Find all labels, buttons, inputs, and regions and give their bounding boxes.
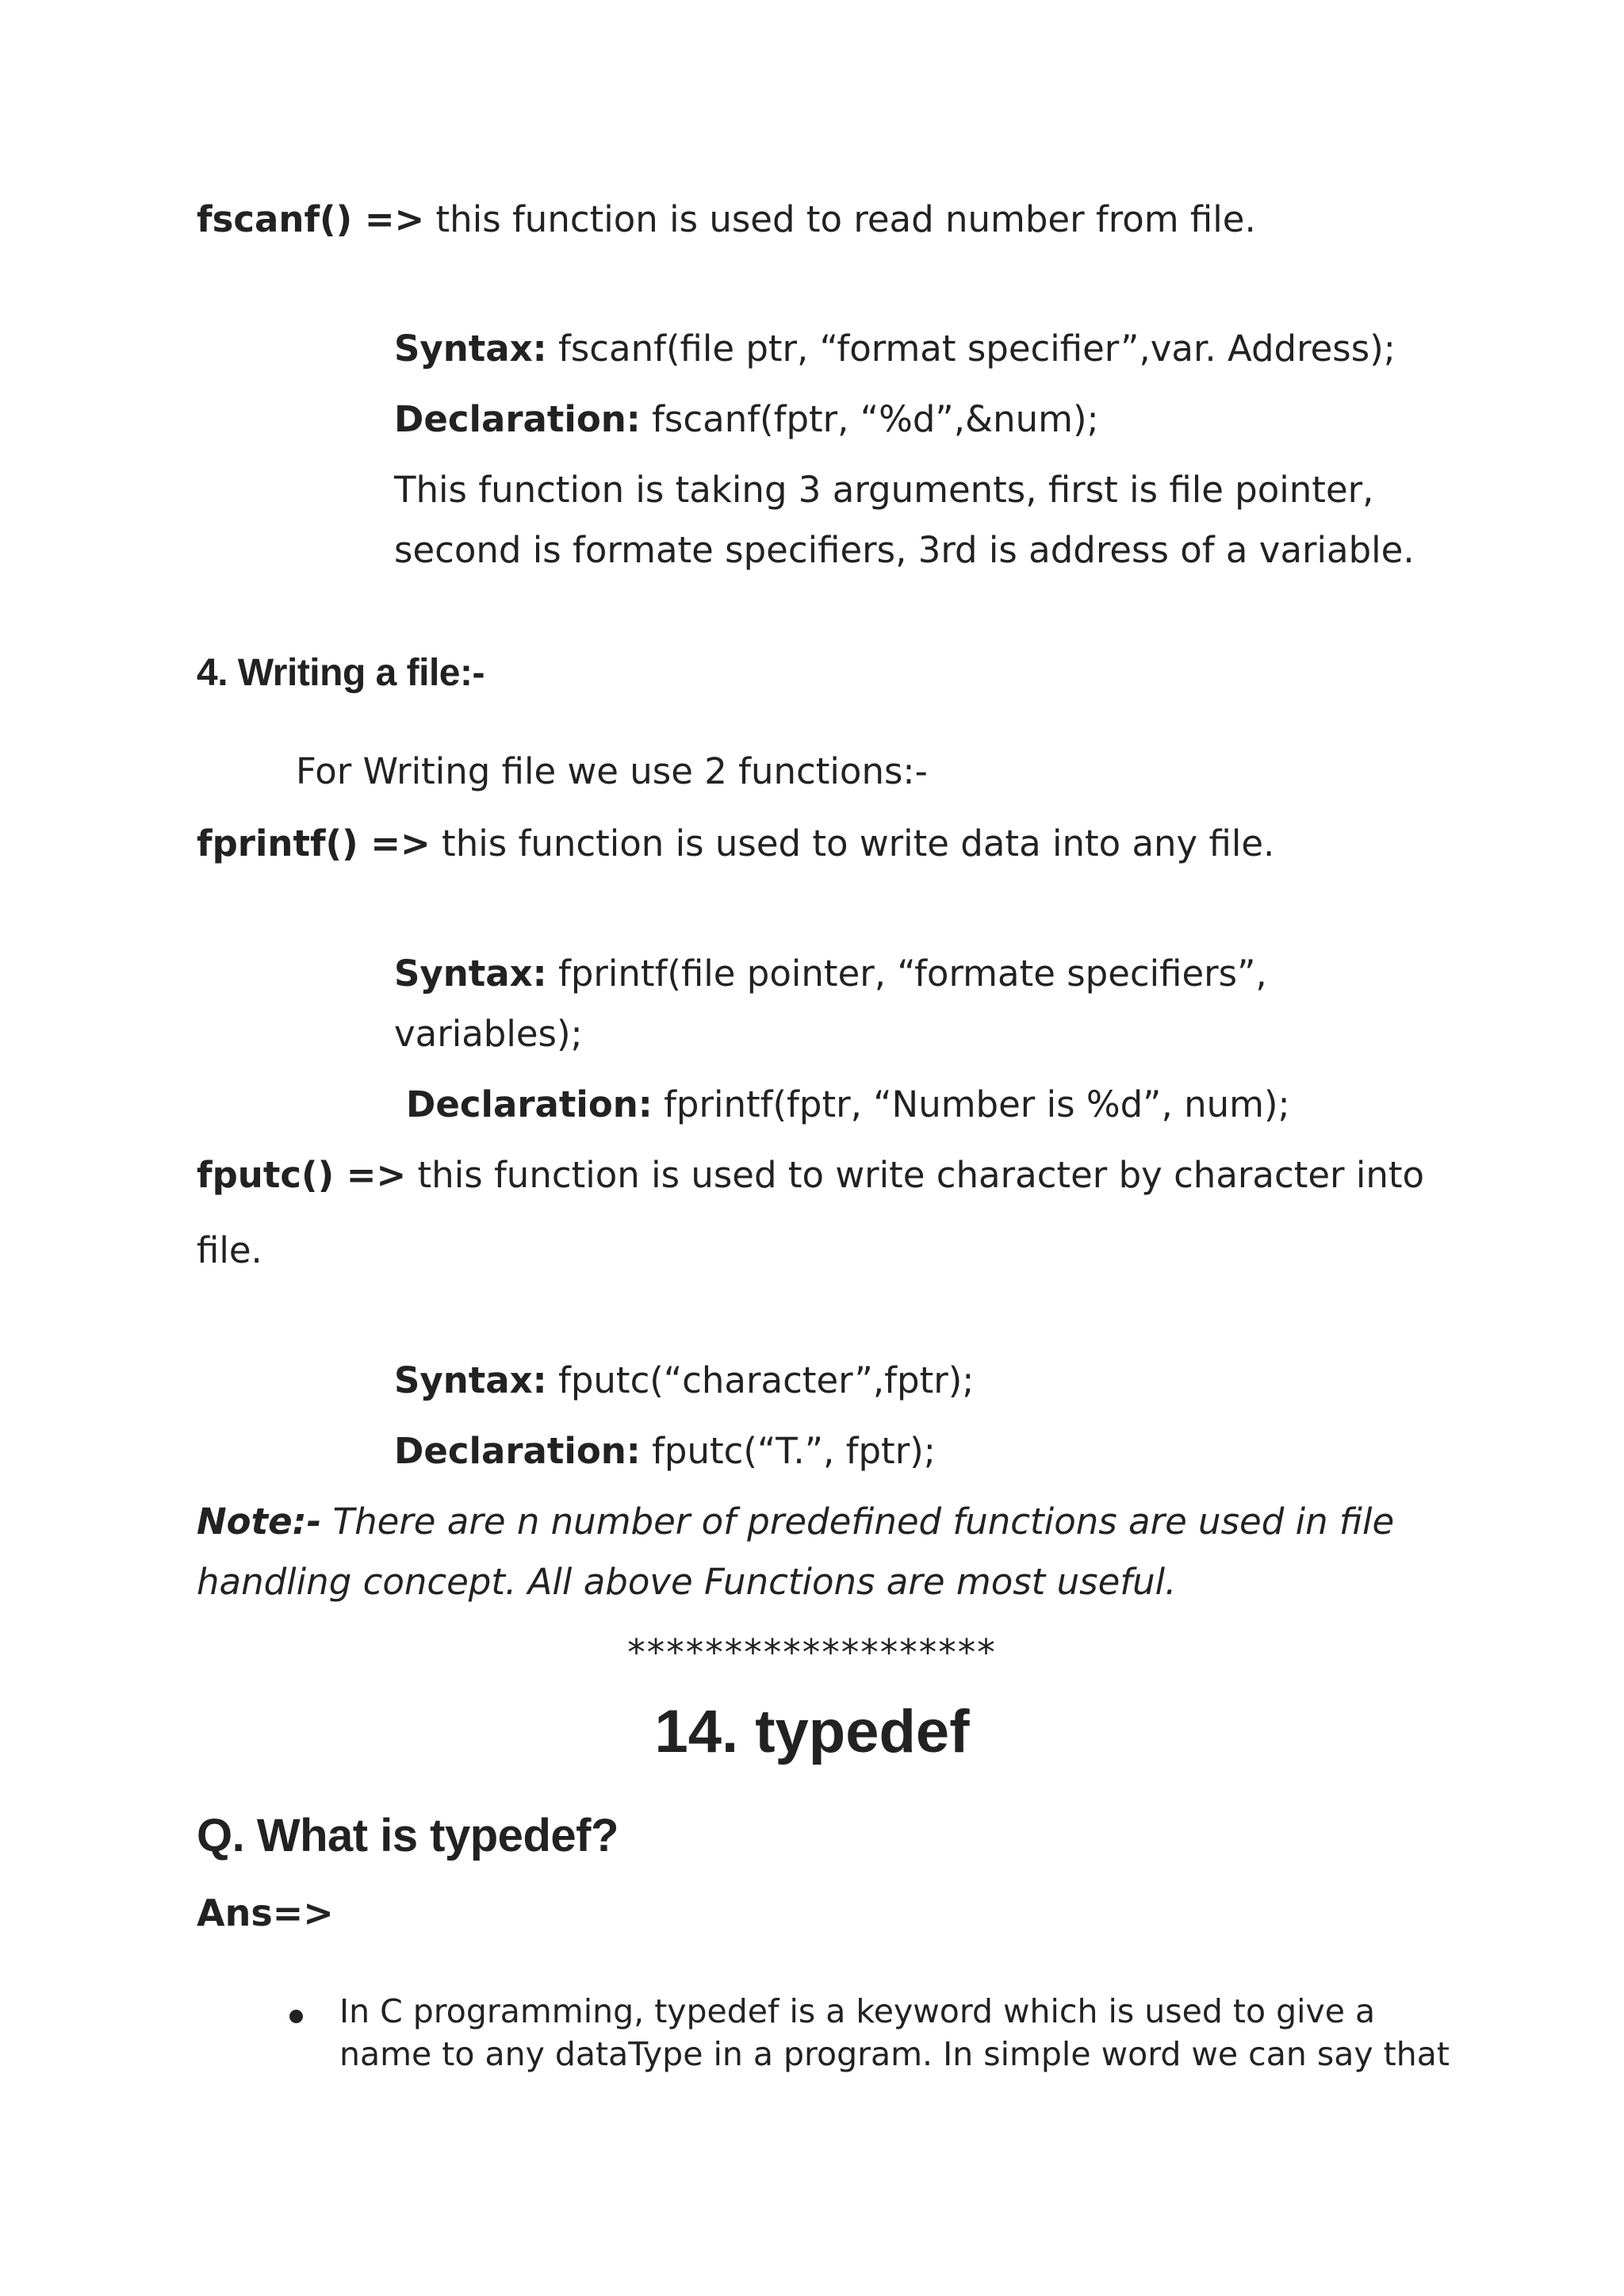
fscanf-decl-label: Declaration: — [394, 398, 641, 440]
fscanf-decl-value: fscanf(fptr, “%d”,&num); — [640, 398, 1099, 440]
note-text-1: There are n number of predefined functions are used in file — [321, 1501, 1395, 1543]
fscanf-note-line-1: This function is taking 3 arguments, first is file pointer, — [394, 469, 1374, 511]
answer-label: Ans=> — [197, 1892, 334, 1934]
fscanf-desc: this function is used to read number from file. — [424, 198, 1256, 240]
fputc-declaration-line — [394, 1430, 936, 1473]
bullet-line-1: In C programming, typedef is a keyword which is used to give a — [339, 1992, 1376, 2030]
fputc-decl-value: fputc(“T.”, fptr); — [640, 1430, 936, 1472]
fprintf-syntax-continuation: variables); — [394, 1013, 583, 1055]
bullet-line-2: name to any dataType in a program. In simple word we can say that — [339, 2035, 1450, 2073]
fprintf-name: fprintf() => — [197, 822, 431, 864]
fscanf-syntax-label: Syntax: — [394, 328, 547, 370]
chapter-title: 14. typedef — [654, 1698, 970, 1765]
fprintf-syntax-line — [394, 953, 1267, 995]
fscanf-syntax-value: fscanf(file ptr, “format specifier”,var. Address); — [546, 328, 1396, 370]
fprintf-syntax-value: fprintf(file pointer, “formate specifiers”, — [546, 953, 1267, 995]
fputc-syntax-label: Syntax: — [394, 1359, 547, 1401]
fprintf-syntax-label: Syntax: — [394, 953, 547, 995]
question-heading: Q. What is typedef? — [197, 1810, 619, 1861]
fputc-syntax-value: fputc(“character”,fptr); — [546, 1359, 975, 1401]
fscanf-declaration-line — [394, 398, 1099, 441]
fputc-name: fputc() => — [197, 1154, 407, 1196]
note-line-2: handling concept. All above Functions are most useful. — [197, 1561, 1177, 1603]
writing-intro: For Writing file we use 2 functions:- — [296, 750, 928, 792]
bullet-dot-icon — [289, 2010, 303, 2023]
fprintf-desc: this function is used to write data into any file. — [430, 822, 1275, 864]
fputc-syntax-line — [394, 1359, 974, 1402]
fscanf-note-line-2: second is formate specifiers, 3rd is address of a variable. — [394, 529, 1415, 571]
fprintf-declaration-line — [406, 1083, 1290, 1126]
fputc-desc: this function is used to write character by character into — [406, 1154, 1425, 1196]
fputc-line — [197, 1154, 1424, 1197]
fprintf-decl-value: fprintf(fptr, “Number is %d”, num); — [652, 1083, 1290, 1125]
fscanf-name: fscanf() => — [197, 198, 425, 240]
star-separator: ******************* — [627, 1631, 997, 1673]
fputc-desc-continuation: file. — [197, 1229, 262, 1271]
fputc-decl-label: Declaration: — [394, 1430, 641, 1472]
section-heading-writing: 4. Writing a file:- — [197, 652, 485, 694]
fscanf-line — [197, 198, 1256, 241]
fprintf-line — [197, 822, 1274, 865]
fscanf-syntax-line — [394, 328, 1396, 370]
fprintf-decl-label: Declaration: — [406, 1083, 653, 1125]
note-label: Note:- — [197, 1501, 322, 1543]
note-line-1 — [197, 1501, 1394, 1543]
